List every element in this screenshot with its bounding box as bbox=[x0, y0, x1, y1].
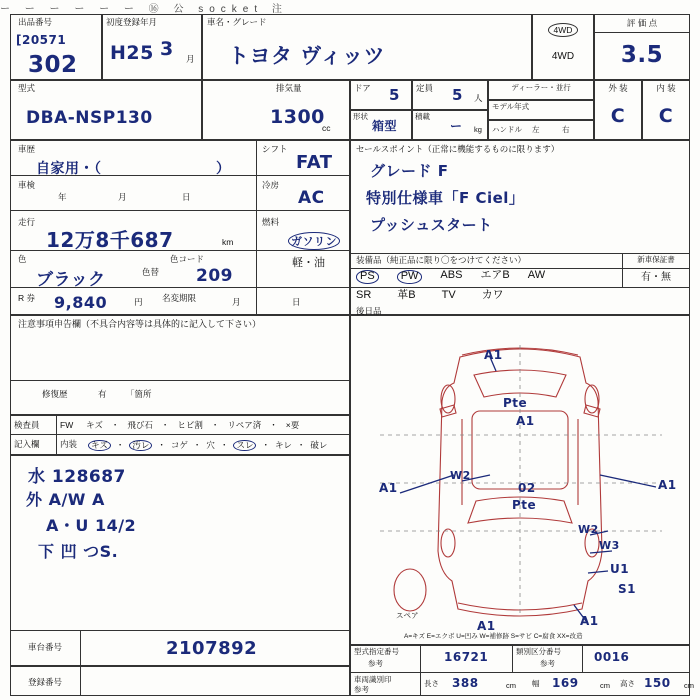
inspection-day: 日 bbox=[182, 192, 191, 202]
shift-value: FAT bbox=[296, 152, 333, 173]
inspection-year: 年 bbox=[58, 192, 67, 202]
type-code-label: 型式指定番号 bbox=[354, 647, 399, 656]
car-diagram-svg bbox=[350, 315, 690, 645]
length-value: 388 bbox=[452, 676, 479, 690]
dealer-label: ディーラー・並行 bbox=[511, 83, 571, 92]
entry-dot-0: ・ bbox=[115, 440, 125, 450]
entry-item-1: 汚レ bbox=[129, 440, 152, 451]
scan-artifact-top: ー ー ー ー ー ー ⑯ 公 socket 注 bbox=[0, 4, 288, 14]
entry-item-3: 穴 bbox=[206, 440, 215, 450]
seats-label: 定員 bbox=[416, 83, 434, 93]
dot-0: ・ bbox=[110, 420, 120, 430]
dot-1: ・ bbox=[160, 420, 170, 430]
ac-label: 冷房 bbox=[262, 180, 280, 190]
color-value: ブラック bbox=[36, 270, 106, 290]
inspector-item-4: ×要 bbox=[285, 420, 300, 430]
seats-unit: 人 bbox=[474, 93, 483, 103]
diagram-mark-13: A1 bbox=[580, 614, 599, 628]
diagram-mark-4: W2 bbox=[450, 469, 471, 482]
color-label: 色 bbox=[18, 254, 27, 264]
handwritten-note-3: 下 凹 つS. bbox=[38, 542, 119, 561]
name-change-label: 名変期限 bbox=[162, 293, 197, 303]
inspector-items bbox=[86, 421, 299, 430]
displacement-label: 排気量 bbox=[276, 83, 302, 93]
drive-type-text: 4WD bbox=[551, 51, 575, 62]
height-unit: cm bbox=[684, 681, 694, 690]
class-code-sub: 参考 bbox=[540, 659, 555, 668]
diagram-mark-2: A1 bbox=[516, 414, 535, 428]
handle-label: ハンドル bbox=[492, 125, 522, 134]
repair-history-label: 修復歴 bbox=[42, 389, 68, 399]
handwritten-note-2: A・U 14/2 bbox=[46, 516, 137, 535]
chassis-no-label: 車台番号 bbox=[28, 642, 63, 652]
diagram-mark-3: A1 bbox=[379, 481, 398, 495]
sales-line-1: グレード F bbox=[370, 162, 449, 180]
notes-title: 注意事項申告欄（不具合内容等は具体的に記入して下さい） bbox=[18, 319, 262, 329]
length-unit: cm bbox=[506, 681, 516, 690]
name-change-month: 月 bbox=[232, 297, 241, 307]
diagram-mark-0: A1 bbox=[484, 348, 503, 362]
load-value: ー bbox=[450, 119, 463, 133]
stock-no-label: 出品番号 bbox=[18, 17, 53, 27]
color-change-label: 色替 bbox=[142, 267, 160, 277]
shift-label: シフト bbox=[262, 144, 288, 154]
repair-history-yes: 有 bbox=[98, 389, 107, 399]
diagram-mark-1: Pte bbox=[503, 396, 528, 410]
car-name-value: トヨタ ヴィッツ bbox=[228, 44, 386, 68]
notes-block bbox=[10, 315, 350, 415]
rating-value: 3.5 bbox=[620, 42, 664, 68]
handwritten-note-1: 外 A/W A bbox=[26, 490, 105, 509]
height-value: 150 bbox=[644, 676, 671, 690]
diagram-mark-6: 02 bbox=[518, 481, 536, 495]
car-name-label: 車名・グレード bbox=[207, 17, 267, 27]
repair-history-place: 「箇所 bbox=[126, 389, 152, 399]
new-car-warranty-value: 有・無 bbox=[641, 272, 671, 283]
width-label: 幅 bbox=[532, 679, 540, 688]
inspector-item-3: リペア済 bbox=[227, 420, 262, 430]
history-value-close: ） bbox=[216, 161, 231, 177]
model-label: 型式 bbox=[18, 83, 36, 93]
inspection-month: 月 bbox=[118, 192, 127, 202]
color-code-value: 209 bbox=[196, 266, 233, 286]
diagram-mark-9: W3 bbox=[599, 539, 620, 552]
diagram-mark-8: W2 bbox=[578, 523, 599, 536]
handle-left: 左 bbox=[532, 125, 540, 134]
ac-value: AC bbox=[298, 188, 325, 208]
inspection-label: 車検 bbox=[18, 180, 36, 190]
equipment-row-1 bbox=[356, 270, 618, 284]
dot-3: ・ bbox=[269, 420, 278, 430]
equip-pw: PW bbox=[397, 270, 423, 284]
color-code-label: 色コード bbox=[170, 254, 205, 264]
equip-kawa: カワ bbox=[481, 289, 504, 301]
rken-label: R 券 bbox=[18, 293, 36, 303]
mileage-unit: km bbox=[222, 237, 234, 247]
interior-grade-label: 内 装 bbox=[656, 83, 676, 93]
type-code-sub: 参考 bbox=[368, 659, 383, 668]
inspector-label: 検査員 bbox=[14, 420, 40, 430]
shape-value: 箱型 bbox=[372, 119, 398, 133]
first-reg-month-unit: 月 bbox=[186, 54, 195, 64]
first-reg-label: 初度登録年月 bbox=[106, 17, 158, 27]
fuel-gasoline bbox=[288, 232, 340, 250]
first-reg-month-value: 3 bbox=[160, 38, 174, 60]
entry-dot-4: ・ bbox=[261, 440, 270, 450]
entry-items bbox=[88, 440, 327, 451]
equipment-title: 装備品（純正品に限り〇をつけてください） bbox=[356, 255, 527, 265]
mileage-label: 走行 bbox=[18, 217, 36, 227]
stock-no-value: 302 bbox=[28, 52, 78, 78]
equip-airbag: エアB bbox=[480, 269, 510, 281]
diagram-mark-10: U1 bbox=[610, 562, 630, 576]
drive-type-badge bbox=[532, 20, 594, 38]
width-value: 169 bbox=[552, 676, 579, 690]
door-label: ドア bbox=[354, 83, 371, 93]
exterior-grade-value: C bbox=[610, 105, 626, 127]
entry-item-2: コゲ bbox=[170, 440, 188, 450]
first-reg-value: H25 bbox=[110, 42, 154, 64]
sales-point-title: セールスポイント（正常に機能するものに限ります） bbox=[356, 144, 560, 154]
equipment-row-2 bbox=[356, 290, 618, 302]
inspector-item-1: 飛び石 bbox=[127, 420, 153, 430]
model-year-label: モデル年式 bbox=[492, 102, 530, 111]
stock-no-sub: [20571 bbox=[16, 33, 67, 47]
mileage-value: 12万8千687 bbox=[46, 228, 174, 252]
new-car-warranty-label: 新車保証書 bbox=[637, 255, 675, 264]
equip-sr: SR bbox=[356, 289, 372, 301]
diagram-mark-11: S1 bbox=[618, 582, 636, 596]
entry-dot-1: ・ bbox=[157, 440, 166, 450]
fuel-gasoline-circled: ガソリン bbox=[288, 232, 340, 250]
rating-label: 評 価 点 bbox=[626, 18, 658, 28]
name-change-day: 日 bbox=[292, 297, 301, 307]
length-label: 長さ bbox=[424, 679, 439, 688]
diagram-mark-12: A1 bbox=[477, 619, 496, 633]
fuel-light-oil: 軽・油 bbox=[292, 257, 325, 269]
load-unit: kg bbox=[474, 125, 482, 134]
entry-inner-label: 内装 bbox=[60, 439, 78, 449]
equip-tv: TV bbox=[441, 289, 456, 301]
sales-line-2: 特別仕様車「F Ciel」 bbox=[366, 189, 525, 207]
height-label: 高さ bbox=[620, 679, 635, 688]
equip-leather: 革B bbox=[397, 289, 416, 301]
class-code-label: 類別区分番号 bbox=[516, 647, 561, 656]
dimension-label: 車両識別印 bbox=[354, 675, 392, 684]
shape-label: 形状 bbox=[353, 112, 368, 121]
registration-no-label: 登録番号 bbox=[28, 677, 63, 687]
dimension-sub: 参考 bbox=[354, 685, 369, 694]
inspector-item-2: ヒビ割 bbox=[177, 420, 203, 430]
door-value: 5 bbox=[389, 86, 400, 104]
handle-right: 右 bbox=[562, 125, 570, 134]
entry-item-5: キレ bbox=[274, 440, 292, 450]
type-code-value: 16721 bbox=[444, 650, 489, 664]
equip-ps: PS bbox=[356, 270, 379, 284]
chassis-no-value: 2107892 bbox=[166, 638, 258, 659]
history-label: 車歴 bbox=[18, 144, 36, 154]
diagram-mark-5: A1 bbox=[658, 478, 677, 492]
interior-grade-value: C bbox=[658, 105, 674, 127]
handwritten-note-0: 水 128687 bbox=[28, 467, 126, 487]
entry-label: 記入欄 bbox=[14, 439, 40, 449]
width-unit: cm bbox=[600, 681, 610, 690]
diagram-legend: A=キズ E=エクボ U=凹み W=補修跡 S=サビ C=腐食 XX=改造 bbox=[404, 633, 583, 640]
inspector-item-0: キズ bbox=[86, 420, 103, 430]
later-item-label: 後日品 bbox=[356, 306, 382, 316]
history-value: 自家用・（ bbox=[36, 161, 102, 177]
spare-tyre-label: スペア bbox=[396, 611, 419, 620]
equip-aw: AW bbox=[527, 269, 546, 281]
entry-dot-5: ・ bbox=[296, 440, 306, 450]
exterior-grade-label: 外 装 bbox=[608, 83, 628, 93]
seats-value: 5 bbox=[452, 86, 463, 104]
entry-item-0: キズ bbox=[88, 440, 111, 451]
drive-type-circle-label: 4WD bbox=[548, 23, 579, 37]
rken-unit: 円 bbox=[134, 297, 143, 307]
diagram-mark-7: Pte bbox=[512, 498, 537, 512]
model-value: DBA-NSP130 bbox=[26, 108, 153, 128]
fuel-label: 燃料 bbox=[262, 217, 280, 227]
class-code-value: 0016 bbox=[594, 650, 630, 664]
entry-dot-2: ・ bbox=[192, 440, 202, 450]
displacement-unit: cc bbox=[322, 123, 331, 133]
dot-2: ・ bbox=[210, 420, 220, 430]
entry-dot-3: ・ bbox=[219, 440, 229, 450]
rken-value: 9,840 bbox=[54, 293, 108, 312]
inspector-fw: FW bbox=[60, 420, 74, 430]
equip-abs: ABS bbox=[440, 269, 463, 281]
displacement-value: 1300 bbox=[270, 106, 325, 128]
entry-item-4: スレ bbox=[233, 440, 256, 451]
load-label: 積載 bbox=[415, 112, 430, 121]
sales-line-3: プッシュスタート bbox=[370, 216, 493, 234]
entry-item-6: 破レ bbox=[310, 440, 328, 450]
